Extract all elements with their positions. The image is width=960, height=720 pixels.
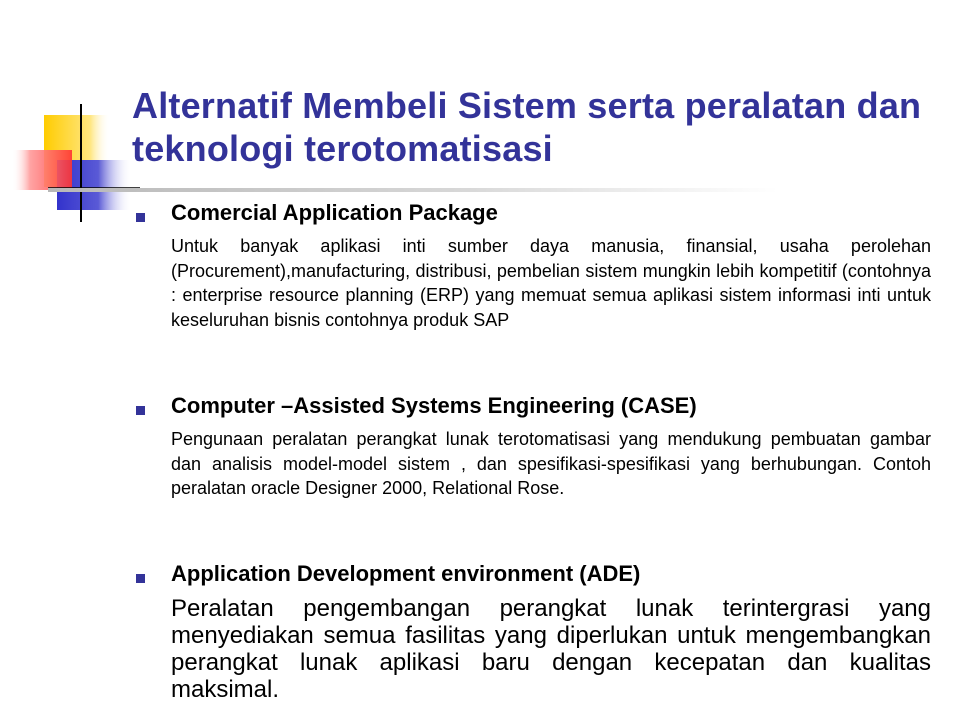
item-heading: Comercial Application Package [171, 200, 498, 225]
item-body: Peralatan pengembangan perangkat lunak terintergrasi yang menyediakan semua fasilitas yang diperlukan untuk mengembangkan perangkat lunak aplikasi baru dengan kecepatan dan kualitas maksimal. [171, 595, 931, 703]
logo-red-square [12, 150, 72, 190]
title-underline [48, 188, 778, 192]
item-body: Untuk banyak aplikasi inti sumber daya manusia, finansial, usaha perolehan (Procurement),manufacturing, distribusi, pembelian sistem mungkin lebih kompetitif (contohnya : enterprise resource planning (ERP) yang memuat semua aplikasi sistem informasi inti untuk keseluruhan bisnis contohnya produk SAP [171, 236, 931, 330]
item-body: Pengunaan peralatan perangkat lunak terotomatisasi yang mendukung pembuatan gambar dan analisis model-model sistem , dan spesifikasi-spesifikasi yang berhubungan. Contoh peralatan oracle Designer 2000, Relational Rose. [171, 429, 931, 499]
slide-title: Alternatif Membeli Sistem serta peralatan dan teknologi terotomatisasi [132, 85, 922, 169]
item-heading: Application Development environment (ADE) [171, 561, 641, 586]
item-heading: Computer –Assisted Systems Engineering (CASE) [171, 393, 697, 418]
bullet-square-icon [136, 213, 145, 222]
bullet-square-icon [136, 406, 145, 415]
bullet-square-icon [136, 574, 145, 583]
